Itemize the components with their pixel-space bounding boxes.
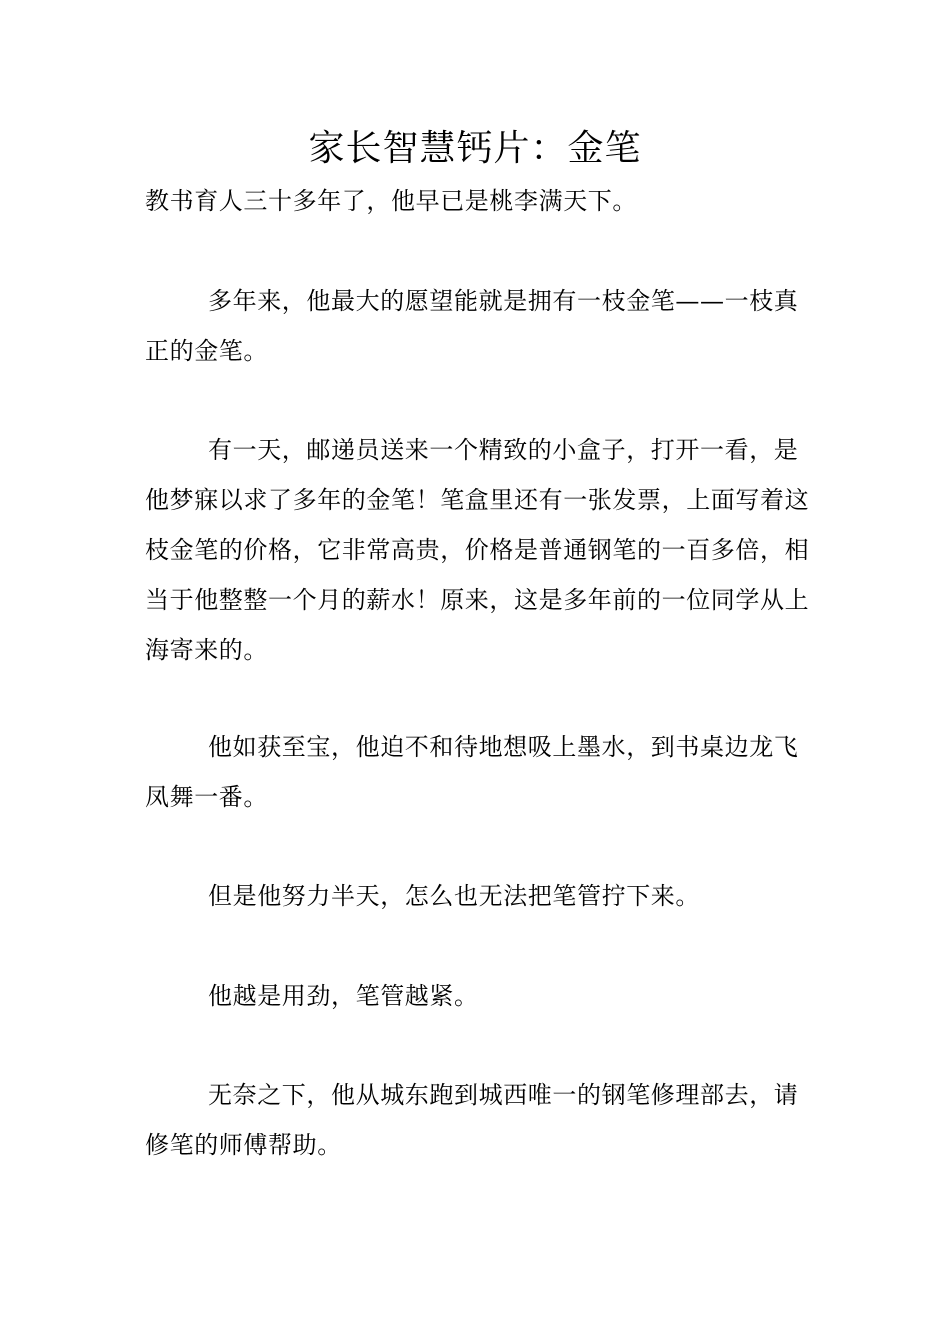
paragraph-4: 他如获至宝，他迫不和待地想吸上墨水，到书桌边龙飞凤舞一番。 <box>145 733 799 811</box>
paragraph-7: 无奈之下，他从城东跑到城西唯一的钢笔修理部去，请修笔的师傅帮助。 <box>145 1081 799 1159</box>
paragraph-3: 有一天，邮递员送来一个精致的小盒子，打开一看，是他梦寐以求了多年的金笔！笔盒里还有一张发票，上面写着这枝金笔的价格，它非常高贵，价格是普通钢笔的一百多倍，相当于他整整一个月的薪水！原来，这是多年前的一位同学从上海寄来的。 <box>145 436 810 664</box>
paragraph-2: 多年来，他最大的愿望能就是拥有一枝金笔——一枝真正的金笔。 <box>145 287 799 365</box>
document-title: 家长智慧钙片：金笔 <box>308 128 642 169</box>
paragraph-1: 教书育人三十多年了，他早已是桃李满天下。 <box>145 187 637 215</box>
paragraph-5: 但是他努力半天，怎么也无法把笔管拧下来。 <box>208 882 700 910</box>
paragraph-6: 他越是用劲，笔管越紧。 <box>208 982 479 1010</box>
